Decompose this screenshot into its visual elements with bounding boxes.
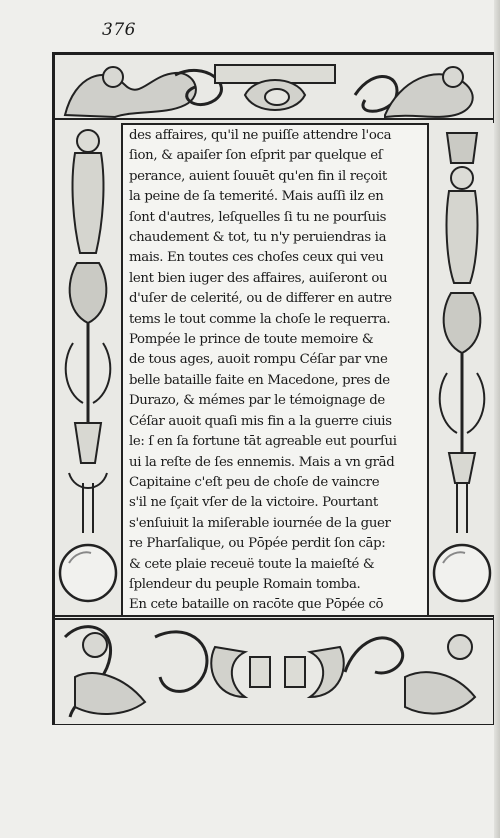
- text-line: belle bataille faite en Macedone, pres de: [129, 372, 390, 388]
- woodcut-frame: [52, 52, 496, 725]
- text-line: lent bien iuger des affaires, auiſeront ou: [129, 270, 388, 286]
- text-line: la peine de ſa temerité. Mais auſſi ilz en: [129, 189, 384, 205]
- text-line: le: ſ en ſa fortune tāt agreable eut pourſui: [129, 434, 397, 450]
- left-pilaster-ornament: [55, 123, 123, 615]
- text-line: Céſar auoit quaſi mis fin a la guerre ciuis: [129, 413, 392, 429]
- text-line: s'il ne ſçait vſer de la victoire. Pourtant: [129, 495, 378, 511]
- text-line: perance, auient ſouuēt qu'en fin il reçoit: [129, 168, 387, 184]
- text-line: s'enſuiuit la miſerable iournée de la guer: [129, 515, 391, 531]
- bottom-frieze-ornament: [55, 615, 493, 724]
- body-text: [123, 123, 427, 615]
- text-line: Capitaine c'eſt peu de choſe de vaincre: [129, 474, 380, 490]
- right-pilaster-ornament: [427, 123, 495, 615]
- text-line: & cete plaie receuë toute la maieſté &: [129, 556, 375, 572]
- text-line: d'uſer de celerité, ou de differer en autre: [129, 291, 392, 307]
- text-line: En cete bataille on racōte que Pōpée cō: [129, 597, 384, 613]
- text-line: re Pharſalique, ou Pōpée perdit ſon cāp:: [129, 536, 386, 552]
- text-line: ſont d'autres, leſquelles ſi tu ne pourſuis: [129, 209, 387, 225]
- top-frieze-ornament: [55, 55, 493, 125]
- page-number: 376: [102, 20, 136, 40]
- text-line: ſion, & apaiſer ſon eſprit par quelque eſ: [129, 148, 383, 164]
- text-line: mais. En toutes ces choſes ceux qui veu: [129, 250, 384, 266]
- text-line: Durazo, & mémes par le témoignage de: [129, 393, 385, 409]
- text-line: tems le tout comme la choſe le requerra.: [129, 311, 391, 327]
- text-line: ſplendeur du peuple Romain tomba.: [129, 576, 361, 592]
- text-line: ui la reſte de ſes ennemis. Mais a vn grād: [129, 454, 395, 470]
- text-line: des affaires, qu'il ne puiſſe attendre l'oca: [129, 128, 392, 143]
- text-line: chaudement & tot, tu n'y peruiendras ia: [129, 230, 387, 246]
- page-edge-shadow: [494, 0, 500, 838]
- text-line: Pompée le prince de toute memoire &: [129, 332, 374, 348]
- text-line: de tous ages, auoit rompu Céſar par vne: [129, 352, 388, 368]
